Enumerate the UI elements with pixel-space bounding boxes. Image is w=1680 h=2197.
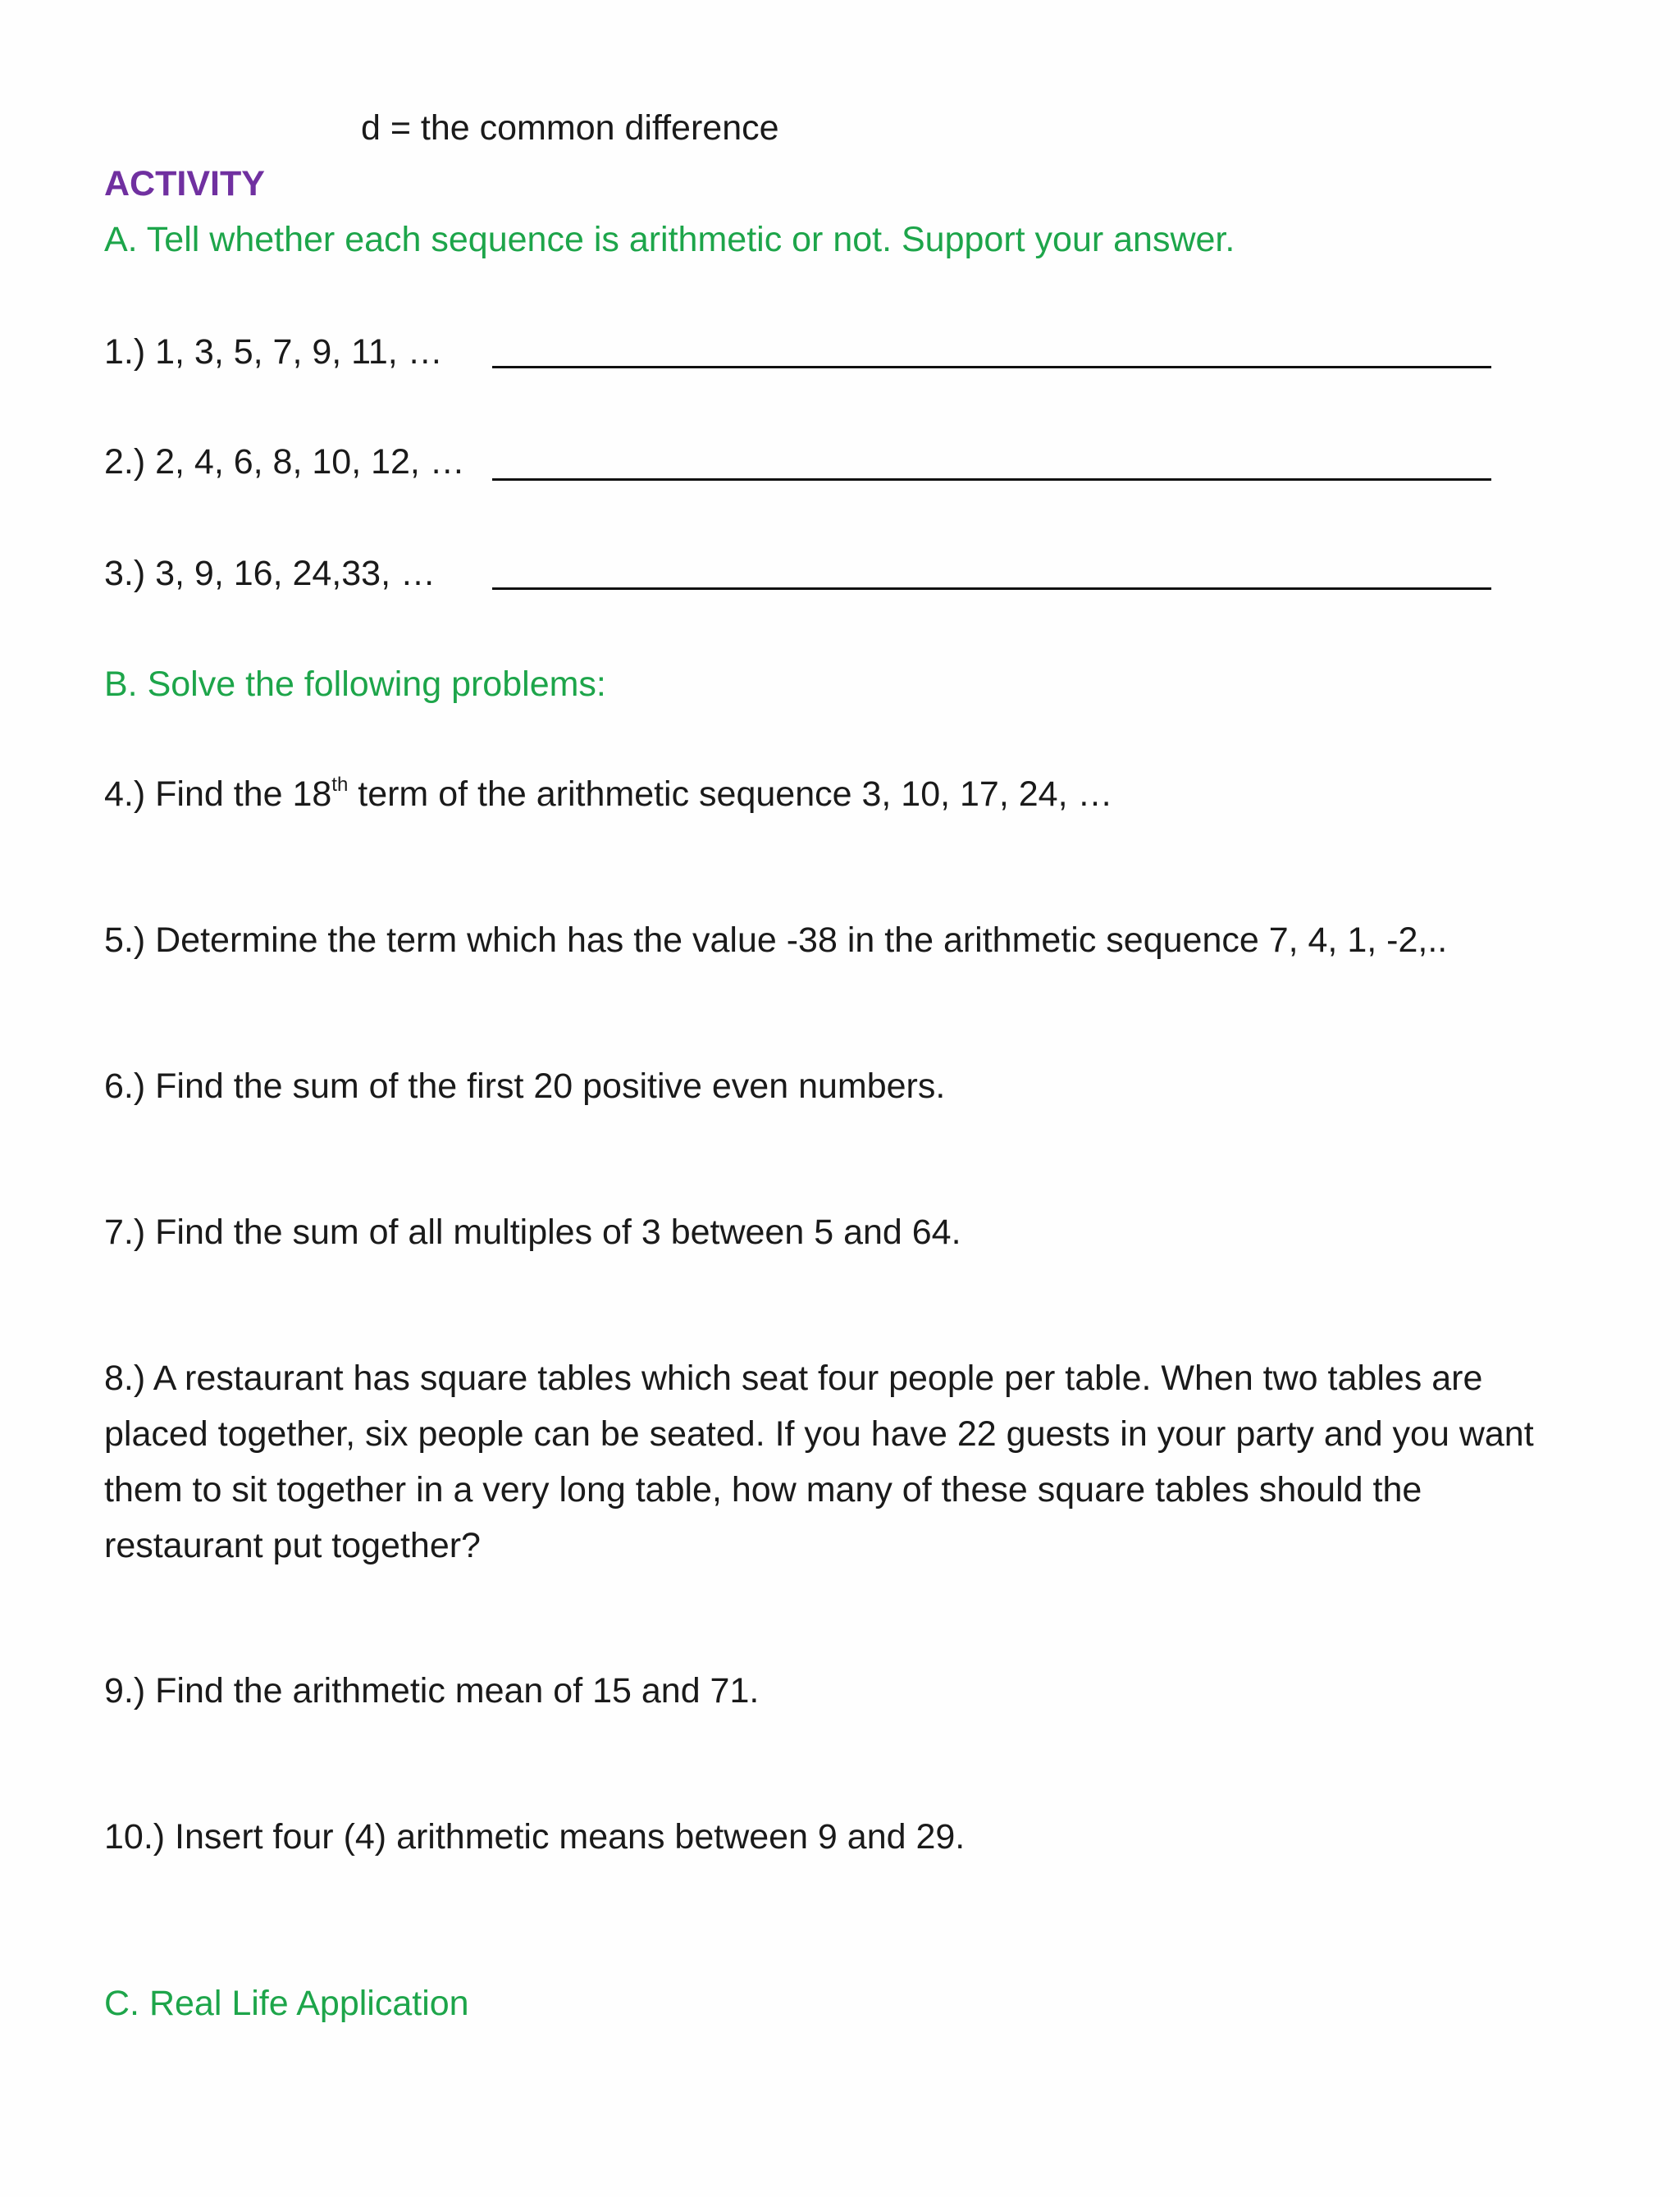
question-4-suffix: term of the arithmetic sequence 3, 10, 17, 24, … — [348, 774, 1113, 814]
definition-text: d = the common difference — [361, 108, 779, 148]
section-c-heading: C. Real Life Application — [104, 1984, 469, 2023]
question-1: 1.) 1, 3, 5, 7, 9, 11, … — [104, 332, 443, 372]
question-9: 9.) Find the arithmetic mean of 15 and 71. — [104, 1671, 760, 1711]
question-6: 6.) Find the sum of the first 20 positive even numbers. — [104, 1067, 946, 1106]
question-4-superscript: th — [331, 774, 349, 796]
section-a-heading: A. Tell whether each sequence is arithmetic or not. Support your answer. — [104, 220, 1235, 259]
question-2: 2.) 2, 4, 6, 8, 10, 12, … — [104, 442, 465, 482]
answer-line-1[interactable] — [492, 366, 1491, 368]
answer-line-2[interactable] — [492, 478, 1491, 481]
question-7: 7.) Find the sum of all multiples of 3 between 5 and 64. — [104, 1213, 961, 1252]
question-10: 10.) Insert four (4) arithmetic means between 9 and 29. — [104, 1817, 966, 1857]
answer-line-3[interactable] — [492, 587, 1491, 590]
question-8: 8.) A restaurant has square tables which seat four people per table. When two tables are placed together, six people can be seated. If you have 22 guests in your party and you want them to sit together in a very long table, how many of these square tables should the restaurant put together? — [104, 1359, 1534, 1565]
activity-title: ACTIVITY — [104, 164, 265, 203]
question-4 — [104, 773, 1112, 815]
section-b-heading: B. Solve the following problems: — [104, 665, 606, 704]
question-3: 3.) 3, 9, 16, 24,33, … — [104, 554, 436, 593]
question-4-prefix: 4.) Find the 18 — [104, 774, 332, 814]
question-5: 5.) Determine the term which has the value -38 in the arithmetic sequence 7, 4, 1, -2,.. — [104, 920, 1448, 960]
